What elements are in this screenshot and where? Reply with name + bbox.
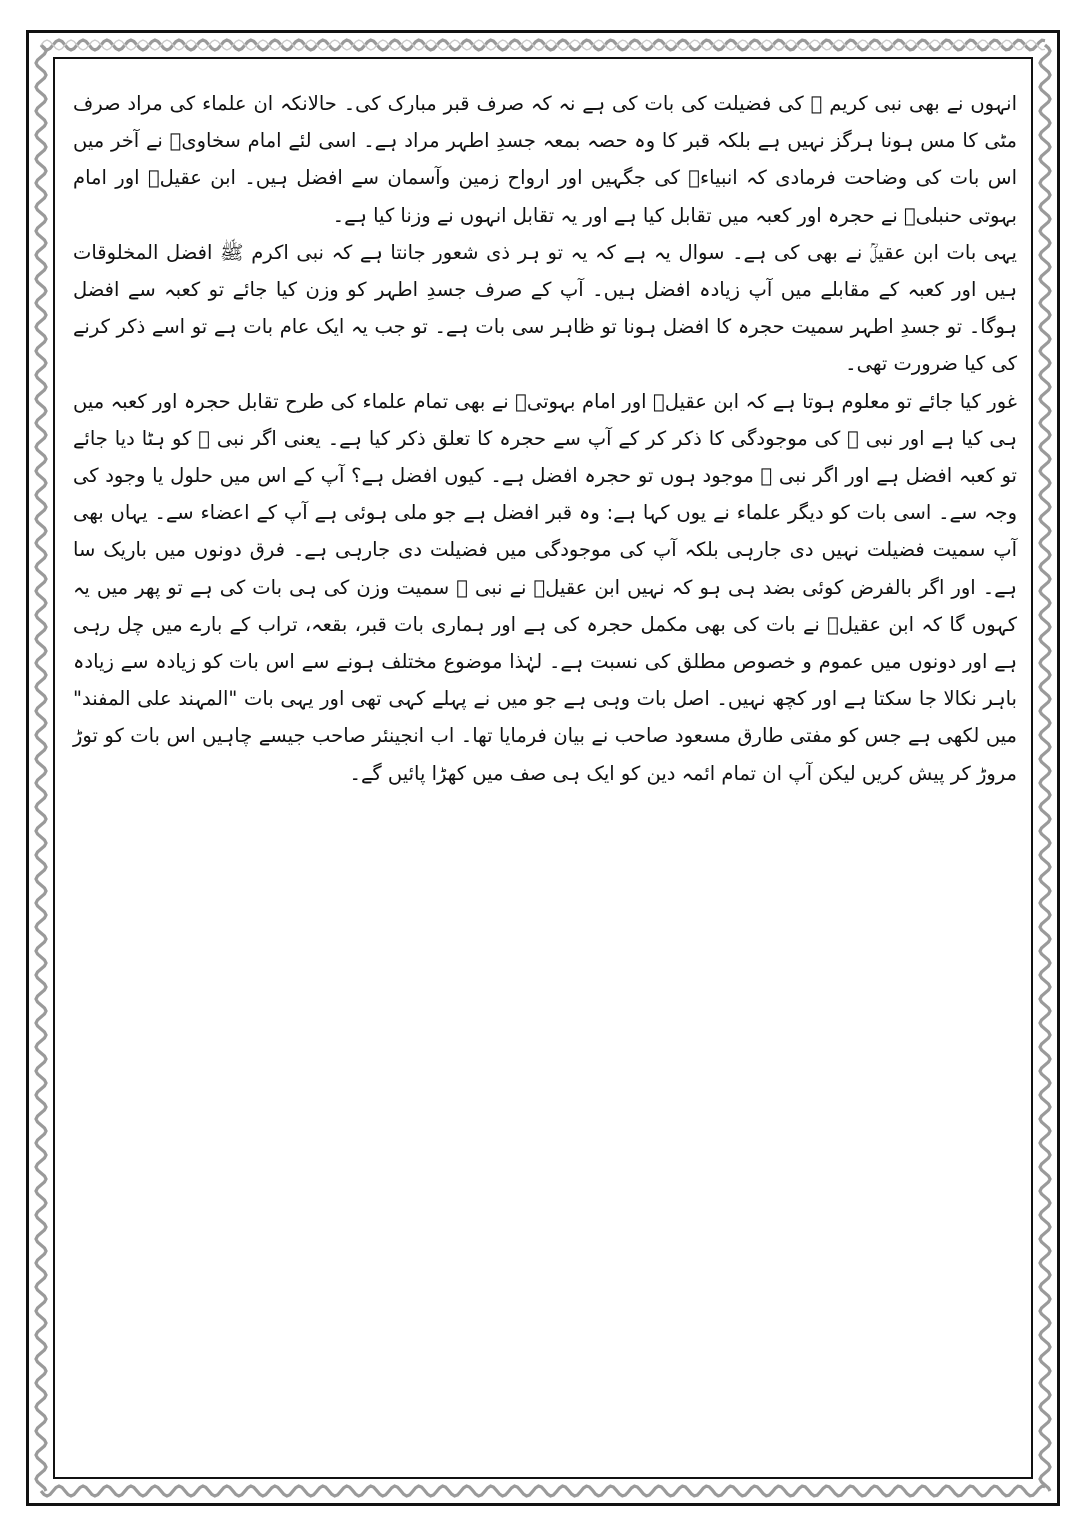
paragraph-2: یہی بات ابن عقیلؒ نے بھی کی ہے۔ سوال یہ ہے کہ یہ تو ہر ذی شعور جانتا ہے کہ نبی اکرم ﷺ افضل المخلوقات ہیں اور کعبہ کے مقابلے میں آپ زیادہ افضل ہیں۔ آپ کے صرف جسدِ اطہر کو وزن کیا جائے تو کعبہ سے افضل ہوگا۔ تو جسدِ اطہر سمیت حجرہ کا افضل ہونا تو ظاہر سی بات ہے۔ تو جب یہ ایک عام بات ہے تو اسے ذکر کرنے کی کیا ضرورت تھی۔	[73, 240, 1017, 376]
paragraph-3: غور کیا جائے تو معلوم ہوتا ہے کہ ابن عقیلؒ اور امام بہوتیؒ نے بھی تمام علماء کی طرح تقابل حجرہ اور کعبہ میں ہی کیا ہے اور نبی ﷺ کی موجودگی کا ذکر کر کے آپ سے حجرہ کا تعلق ذکر کیا ہے۔ یعنی اگر نبی ﷺ کو ہٹا دیا جائے تو کعبہ افضل ہے اور اگر نبی ﷺ موجود ہوں تو حجرہ افضل ہے۔ کیوں افضل ہے؟ آپ کے اس میں حلول یا وجود کی وجہ سے۔ اسی بات کو دیگر علماء نے یوں کہا ہے: وہ قبر افضل ہے جو ملی ہوئی ہے آپ کے اعضاء سے۔ یہاں بھی آپ سمیت فضیلت نہیں دی جارہی بلکہ آپ کی موجودگی میں فضیلت دی جارہی ہے۔ فرق دونوں میں باریک سا ہے۔ اور اگر بالفرض کوئی بضد ہی ہو کہ نہیں ابن عقیلؒ نے نبی ﷺ سمیت وزن کی ہی بات کی ہے تو پھر میں یہ کہوں گا کہ ابن عقیلؒ نے بات کی بھی مکمل حجرہ کی ہے اور ہماری بات قبر، بقعہ، تراب کے بارے میں چل رہی ہے اور دونوں میں عموم و خصوص مطلق کی نسبت ہے۔ لہٰذا موضوع مختلف ہونے سے اس بات کو زیادہ سے زیادہ باہر نکالا جا سکتا ہے اور کچھ نہیں۔ اصل بات وہی ہے جو میں نے پہلے کہی تھی اور یہی بات "المہند علی المفند" میں لکھی ہے جس کو مفتی طارق مسعود صاحب نے بیان فرمایا تھا۔ اب انجینئر صاحب جیسے چاہیں اس بات کو توڑ مروڑ کر پیش کریں لیکن آپ ان تمام ائمہ دین کو ایک ہی صف میں کھڑا پائیں گے۔	[73, 389, 1017, 785]
right-wave	[1040, 45, 1050, 1491]
top-wave	[41, 40, 1045, 50]
paragraph-1: انہوں نے بھی نبی کریم ﷺ کی فضیلت کی بات کی ہے نہ کہ صرف قبر مبارک کی۔ حالانکہ ان علماء کی مراد صرف مٹی کا مس ہونا ہرگز نہیں ہے بلکہ قبر کا وہ حصہ بمعہ جسدِ اطہر مراد ہے۔ اسی لئے امام سخاویؒ نے آخر میں اس بات کی وضاحت فرمادی کہ انبیاءؑ کی جگہیں اور ارواح زمین وآسمان سے افضل ہیں۔ ابن عقیلؒ اور امام بہوتی حنبلیؒ نے حجرہ اور کعبہ میں تقابل کیا ہے اور یہ تقابل انہوں نے وزنا کیا ہے۔	[73, 92, 1017, 227]
left-wave	[36, 45, 46, 1491]
page-frame	[26, 30, 1060, 1506]
text-frame	[53, 57, 1033, 1479]
bottom-wave	[41, 1486, 1045, 1496]
document-text	[73, 85, 1017, 792]
